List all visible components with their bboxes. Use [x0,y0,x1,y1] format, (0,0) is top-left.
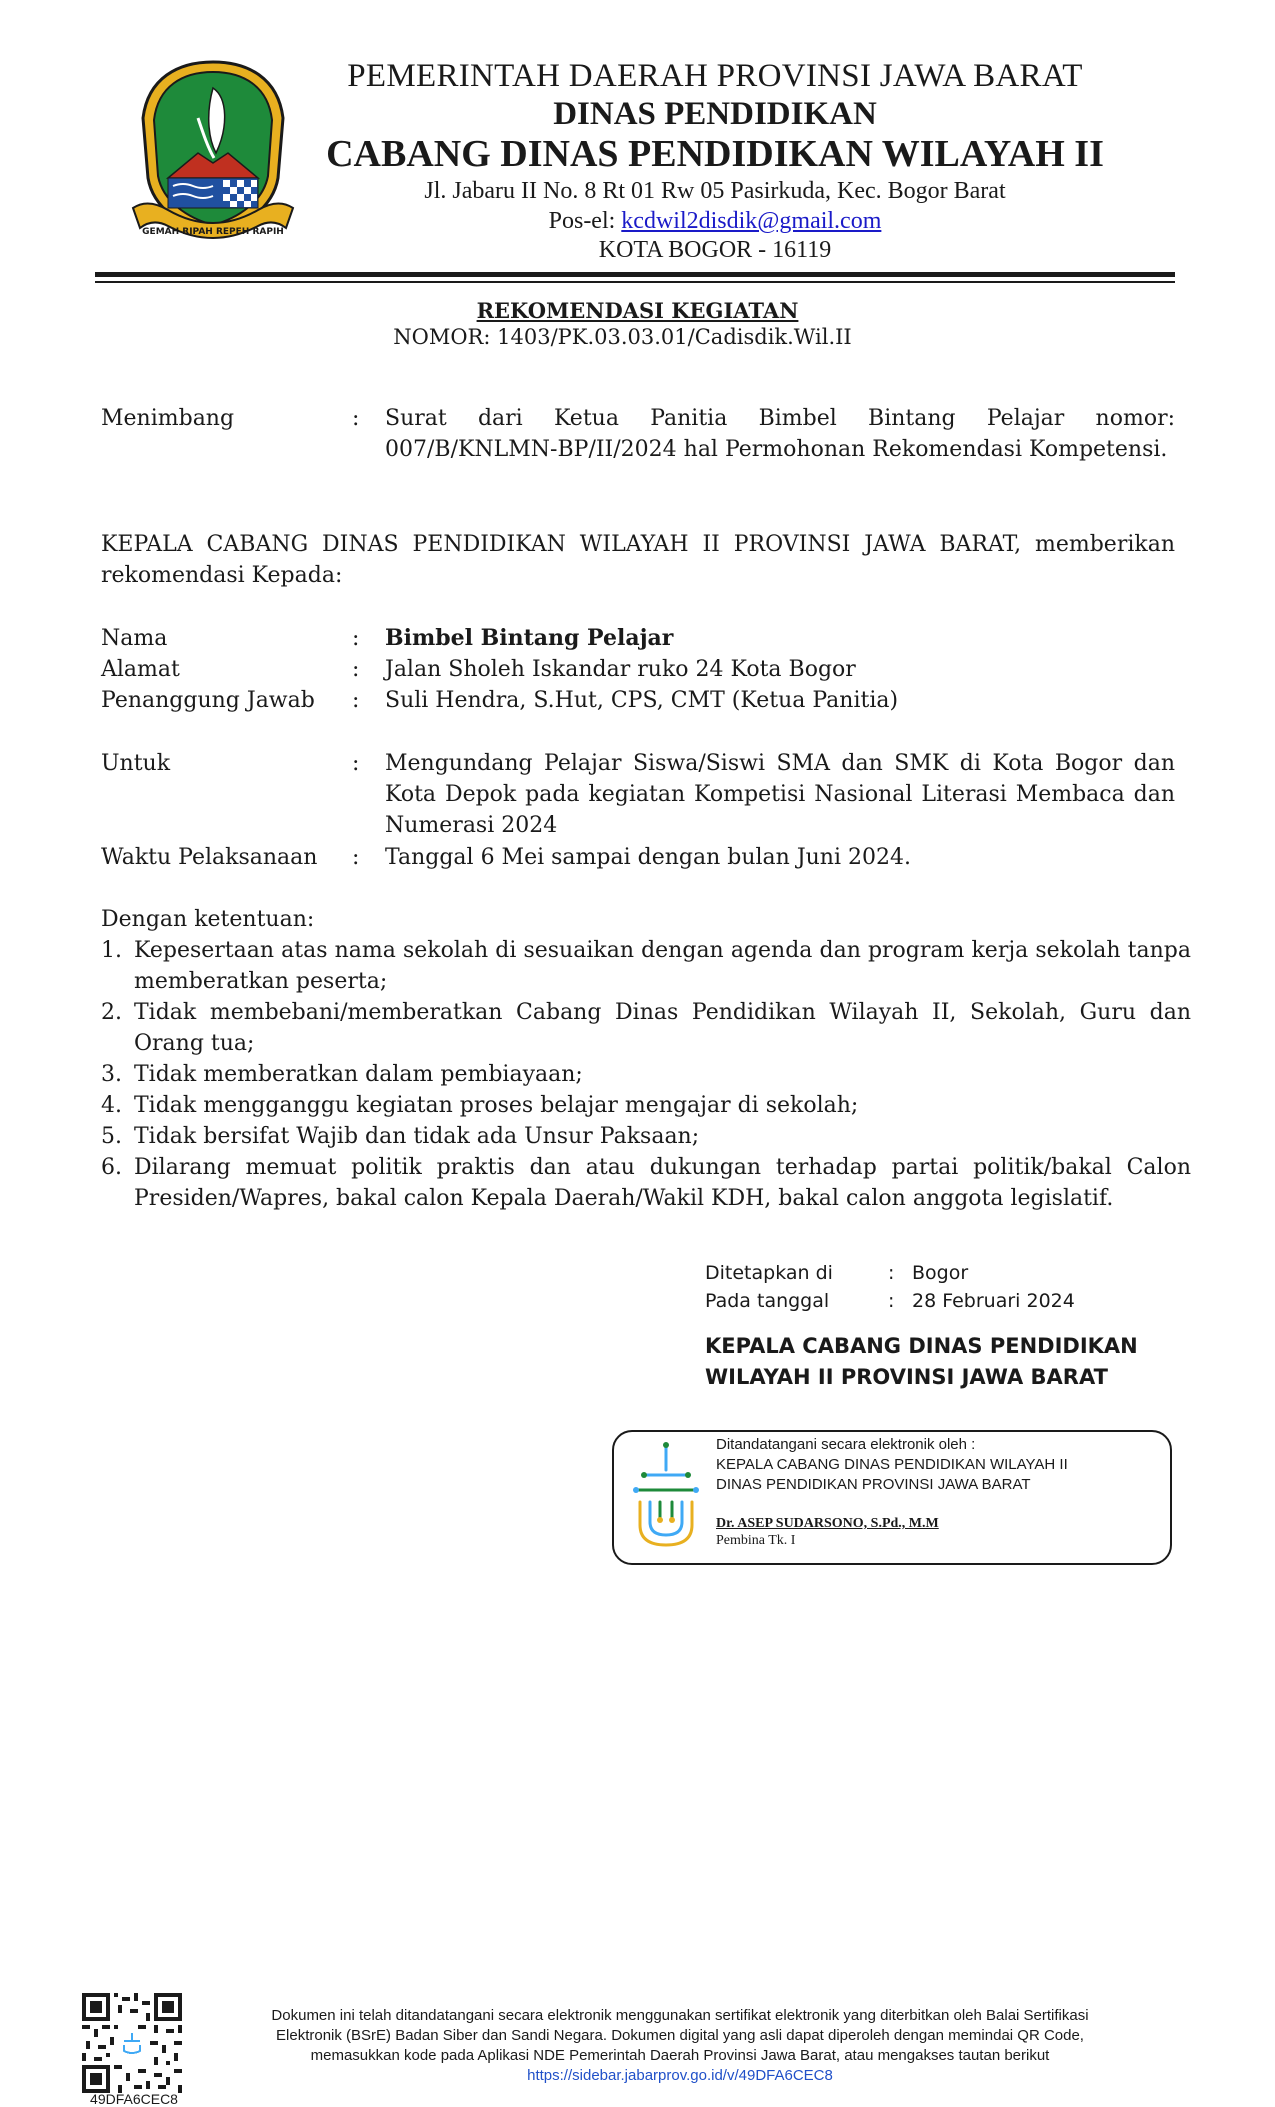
alamat-label: Alamat [101,657,180,682]
letterhead-rule-thick [95,272,1175,277]
footer-note [230,2006,1130,2086]
letterhead-address: Jl. Jabaru II No. 8 Rt 01 Rw 05 Pasirkuda, Kec. Bogor Barat [424,178,1006,204]
alamat-colon: : [352,657,360,682]
tanggal-label: Pada tanggal [705,1290,830,1312]
untuk-value: Mengundang Pelajar Siswa/Siswi SMA dan SMK di Kota Bogor dan Kota Depok pada kegiatan Kompetisi Nasional Literasi Membaca dan Numerasi 2024 [385,751,1175,838]
jawa-barat-emblem-logo [128,58,298,248]
document-title: REKOMENDASI KEGIATAN [476,298,799,323]
intro-paragraph: KEPALA CABANG DINAS PENDIDIKAN WILAYAH II PROVINSI JAWA BARAT, memberikan rekomendasi Kepada: [101,532,1175,588]
list-item: 6. Dilarang memuat politik praktis dan atau dukungan terhadap partai politik/bakal Calon Presiden/Wapres, bakal calon Kepala Daerah/Wakil KDH, bakal calon anggota legislatif. [101,1155,1191,1211]
untuk-colon: : [352,751,360,776]
signer-rank: Pembina Tk. I [716,1533,796,1548]
signer-position-line2: WILAYAH II PROVINSI JAWA BARAT [705,1365,1108,1389]
letterhead-government: PEMERINTAH DAERAH PROVINSI JAWA BARAT [347,58,1083,94]
untuk-label: Untuk [101,751,171,776]
esign-department: DINAS PENDIDIKAN PROVINSI JAWA BARAT [716,1476,1031,1493]
pj-value: Suli Hendra, S.Hut, CPS, CMT (Ketua Panitia) [385,688,899,713]
footer-line3: memasukkan kode pada Aplikasi NDE Pemerintah Daerah Provinsi Jawa Barat, atau mengakses tautan berikut [310,2047,1050,2064]
footer-line1: Dokumen ini telah ditandatangani secara elektronik menggunakan sertifikat elektronik yang diterbitkan oleh Balai Sertifikasi [271,2007,1089,2024]
email-link[interactable]: kcdwil2disdik@gmail.com [621,208,882,234]
pj-colon: : [352,688,360,713]
tanggal-value: 28 Februari 2024 [912,1290,1075,1312]
menimbang-colon: : [352,406,360,431]
footer-line2: Elektronik (BSrE) Badan Siber dan Sandi Negara. Dokumen digital yang asli dapat diperoleh dengan memindai QR Code, [276,2027,1084,2044]
qr-code-icon [82,1993,182,2093]
esign-position: KEPALA CABANG DINAS PENDIDIKAN WILAYAH II [716,1456,1068,1473]
qr-code-text: 49DFA6CEC8 [90,2091,178,2107]
list-item: 2. Tidak membebani/memberatkan Cabang Dinas Pendidikan Wilayah II, Sekolah, Guru dan Orang tua; [101,1000,1191,1056]
email-label: Pos-el: [548,208,622,234]
letterhead-city: KOTA BOGOR - 16119 [598,237,832,263]
list-item: 3. Tidak memberatkan dalam pembiayaan; [101,1062,583,1087]
alamat-value: Jalan Sholeh Iskandar ruko 24 Kota Bogor [385,657,856,682]
nama-colon: : [352,626,360,651]
electronic-signature-box [612,1430,1172,1565]
letterhead-branch: CABANG DINAS PENDIDIKAN WILAYAH II [326,133,1104,175]
waktu-colon: : [352,845,360,870]
bsre-logo-icon [624,1440,709,1555]
document-number: NOMOR: 1403/PK.03.03.01/Cadisdik.Wil.II [393,325,852,349]
waktu-label: Waktu Pelaksanaan [101,845,318,870]
list-item: 4. Tidak mengganggu kegiatan proses belajar mengajar di sekolah; [101,1093,859,1118]
ditetapkan-value: Bogor [912,1262,969,1284]
ditetapkan-label: Ditetapkan di [705,1262,833,1284]
letterhead-department: DINAS PENDIDIKAN [553,96,877,132]
ketentuan-title: Dengan ketentuan: [101,907,315,932]
nama-label: Nama [101,626,168,651]
signer-position-line1: KEPALA CABANG DINAS PENDIDIKAN [705,1334,1138,1358]
nama-value: Bimbel Bintang Pelajar [385,625,674,651]
waktu-value: Tanggal 6 Mei sampai dengan bulan Juni 2024. [385,845,911,870]
pj-label: Penanggung Jawab [101,688,315,713]
list-item: 5. Tidak bersifat Wajib dan tidak ada Unsur Paksaan; [101,1124,700,1149]
menimbang-label: Menimbang [101,406,235,431]
verification-link[interactable]: https://sidebar.jabarprov.go.id/v/49DFA6CEC8 [527,2067,833,2084]
esign-caption: Ditandatangani secara elektronik oleh : [716,1436,976,1453]
letterhead-rule-thin [95,281,1175,283]
logo-motto: GEMAH RIPAH REPEH RAPIH [142,227,284,237]
ketentuan-list [101,935,1191,1214]
list-item: 1. Kepesertaan atas nama sekolah di sesuaikan dengan agenda dan program kerja sekolah tanpa memberatkan peserta; [101,938,1191,994]
tanggal-colon: : [888,1290,895,1312]
letterhead-email-line [315,208,1115,235]
ditetapkan-colon: : [888,1262,895,1284]
signer-name: Dr. ASEP SUDARSONO, S.Pd., M.M [716,1516,939,1531]
menimbang-text: Surat dari Ketua Panitia Bimbel Bintang Pelajar nomor: 007/B/KNLMN-BP/II/2024 hal Permohonan Rekomendasi Kompetensi. [385,406,1175,462]
